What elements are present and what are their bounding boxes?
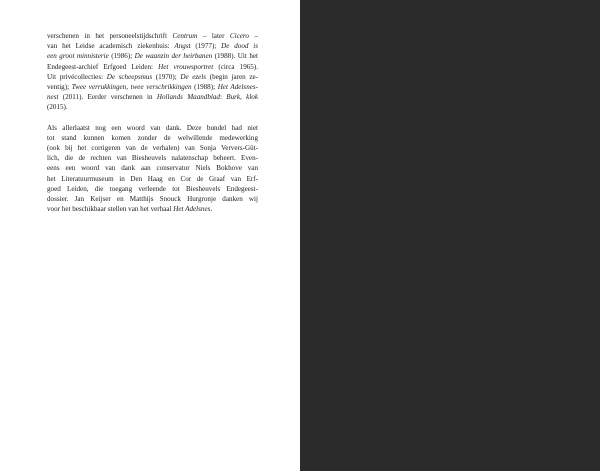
italic-title: De ezels [180, 72, 207, 81]
text-run: – [248, 32, 258, 40]
text-line [47, 51, 258, 61]
italic-title: De dood is [221, 42, 258, 51]
italic-title: Hollands Maandblad [156, 93, 220, 102]
italic-title: Cicero [229, 32, 249, 40]
text-line [47, 133, 258, 143]
text-line [47, 41, 258, 51]
text-block [47, 31, 258, 214]
text-run: . [210, 205, 213, 214]
italic-title: Het vrouwsportret [158, 62, 214, 71]
text-line [47, 62, 258, 72]
text-run: (1970); [152, 72, 181, 81]
paragraph-credits [47, 31, 258, 113]
text-run: (1977); [190, 42, 222, 51]
italic-title: Het Adelsnes [173, 205, 211, 214]
text-line [47, 204, 258, 214]
italic-title: De scheepsmus [106, 72, 153, 81]
text-run: dossier. Jan Keijser en Matthijs Snouck Hurgronje danken wij [47, 195, 258, 203]
text-line [47, 174, 258, 184]
italic-title: nest [47, 93, 59, 102]
text-run: (1988); [191, 82, 218, 91]
text-run: voor het beschikbaar stellen van het verhaal [47, 205, 174, 214]
text-run: tot stand kunnen komen zonder de welwillende medewerking [47, 133, 258, 142]
italic-title: Burk, klok [226, 93, 258, 102]
text-run: (2015). [47, 103, 68, 112]
text-run: (circa 1965). [213, 62, 258, 71]
paragraph-gap [47, 113, 258, 123]
text-line [47, 123, 258, 133]
text-line [47, 82, 258, 92]
text-run: verschenen in het personeelstijdschrift [47, 32, 173, 40]
right-page-dark [300, 0, 600, 471]
text-run: (1988). Uit het [212, 52, 259, 61]
italic-title: Centrum [172, 32, 198, 40]
text-run: (ook bij het corrigeren van de verhalen) van Sonja Ververs-Güt- [47, 144, 258, 153]
paragraph-acknowledgements [47, 123, 258, 215]
text-run: van het Leidse academisch ziekenhuis: [47, 42, 175, 51]
italic-title: een groot minnisterie [47, 52, 109, 61]
text-run: lich, die de rechten van Biesheuvels nalatenschap beheert. Even- [47, 154, 258, 163]
text-run: eens een woord van dank aan conservator Niels Bokhove van [47, 164, 258, 173]
italic-title: Angst [174, 42, 191, 51]
text-run: (2011). Eerder verschenen in [58, 93, 157, 102]
text-run: ventig); [47, 82, 72, 91]
italic-title: De waanzin der heirbanen [134, 52, 213, 61]
text-line [47, 153, 258, 163]
text-run: Endegeest-archief Erfgoed Leiden: [47, 62, 159, 71]
italic-title: Twee verrukkingen, twee verschrikkingen [71, 82, 192, 91]
text-run: het Literatuurmuseum in Den Haag en Cor de Graaf van Erf- [47, 174, 258, 183]
text-line [47, 31, 258, 41]
text-line [47, 184, 258, 194]
text-line [47, 72, 258, 82]
text-line [47, 194, 258, 204]
text-run: : [219, 93, 227, 102]
italic-title: Het Adelsnes- [217, 82, 259, 91]
text-run: – later [197, 32, 230, 40]
text-run: Uit privécollecties: [47, 72, 107, 81]
text-run: (begin jaren ze- [206, 72, 258, 81]
text-line [47, 102, 258, 112]
text-line [47, 92, 258, 102]
text-run: goed Leiden, die toegang verleende tot Biesheuvels Endegeest- [47, 184, 258, 193]
text-line [47, 163, 258, 173]
text-line [47, 143, 258, 153]
text-run: (1986); [108, 52, 135, 61]
text-run: Als allerlaatst nog een woord van dank. Deze bundel had niet [47, 123, 258, 132]
